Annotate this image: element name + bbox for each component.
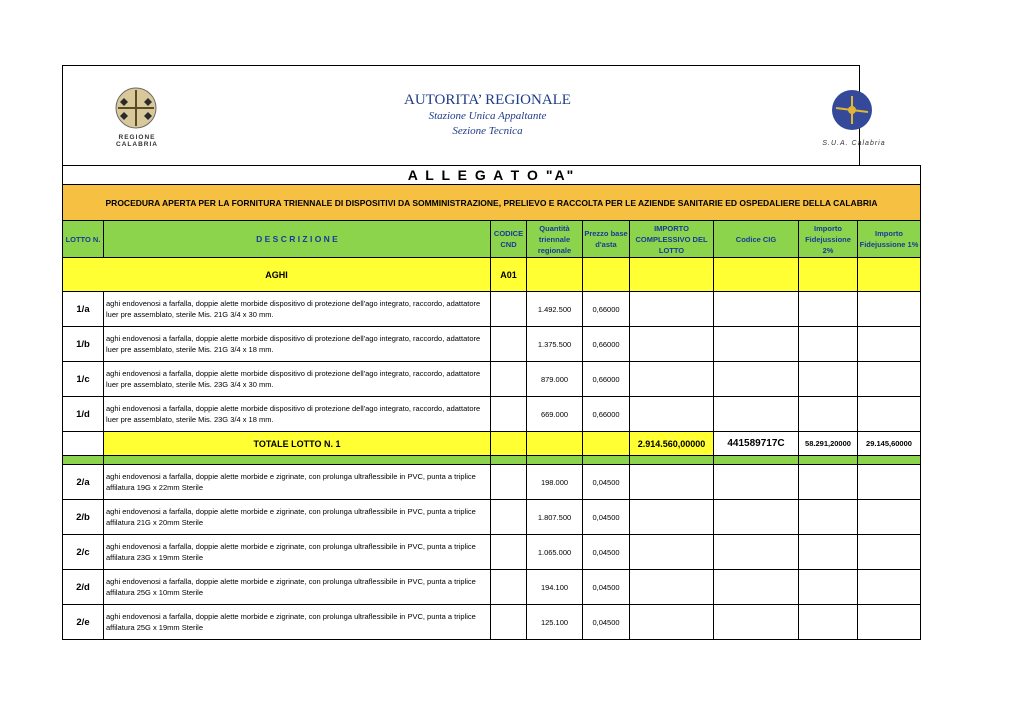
right-logo-label: S.U.A. Calabria — [822, 140, 886, 147]
price-cell: 0,04500 — [583, 535, 630, 570]
price-cell: 0,04500 — [583, 500, 630, 535]
total-row — [63, 432, 921, 456]
description-cell: aghi endovenosi a farfalla, doppie alette morbide dispositivo di protezione dell'ago integrato, raccordo, adattatore luer pre assemblato, sterile Mis. 21G 3/4 x 30 mm. — [104, 292, 491, 327]
quantity-cell: 669.000 — [527, 397, 583, 432]
table-row — [63, 535, 921, 570]
table-row — [63, 500, 921, 535]
price-cell: 0,66000 — [583, 292, 630, 327]
lotto-cell: 2/b — [63, 500, 104, 535]
price-cell: 0,66000 — [583, 362, 630, 397]
price-cell: 0,04500 — [583, 570, 630, 605]
quantity-cell: 879.000 — [527, 362, 583, 397]
col-header-fid1: Importo Fidejussione 1% — [858, 221, 921, 258]
procedura-title: PROCEDURA APERTA PER LA FORNITURA TRIENNALE DI DISPOSITIVI DA SOMMINISTRAZIONE, PRELIEVO E RACCOLTA PER LE AZIENDE SANITARIE ED OSPEDALIERE DELLA CALABRIA — [63, 185, 921, 221]
table-row — [63, 465, 921, 500]
description-cell: aghi endovenosi a farfalla, doppie alette morbide dispositivo di protezione dell'ago integrato, raccordo, adattatore luer pre assemblato, sterile Mis. 21G 3/4 x 18 mm. — [104, 327, 491, 362]
lotto-cell: 2/e — [63, 605, 104, 640]
price-cell: 0,04500 — [583, 605, 630, 640]
table-row — [63, 605, 921, 640]
col-header-codice-cnd: CODICE CND — [491, 221, 527, 258]
col-header-fid2: Importo Fidejussione 2% — [799, 221, 858, 258]
allegato-title: A L L E G A T O "A" — [63, 166, 921, 185]
table-row — [63, 327, 921, 362]
total-importo: 2.914.560,00000 — [630, 432, 714, 456]
table-row — [63, 362, 921, 397]
description-cell: aghi endovenosi a farfalla, doppie alette morbide e zigrinate, con prolunga ultraflessibile in PVC, punta a triplice affilatura 21G x 20mm Sterile — [104, 500, 491, 535]
table-row — [63, 292, 921, 327]
total-fid1: 29.145,60000 — [858, 432, 921, 456]
quantity-cell: 125.100 — [527, 605, 583, 640]
price-cell: 0,66000 — [583, 397, 630, 432]
lotto-cell: 1/b — [63, 327, 104, 362]
total-cig: 441589717C — [714, 432, 799, 456]
hdr-title: AUTORITA’ REGIONALE — [404, 92, 571, 108]
lotto-cell: 2/d — [63, 570, 104, 605]
lotto-cell: 1/d — [63, 397, 104, 432]
total-fid2: 58.291,20000 — [799, 432, 858, 456]
quantity-cell: 1.375.500 — [527, 327, 583, 362]
price-cell: 0,04500 — [583, 465, 630, 500]
description-cell: aghi endovenosi a farfalla, doppie alette morbide e zigrinate, con prolunga ultraflessibile in PVC, punta a triplice affilatura 23G x 19mm Sterile — [104, 535, 491, 570]
lotto-cell: 1/a — [63, 292, 104, 327]
col-header-importo: IMPORTO COMPLESSIVO DEL LOTTO — [630, 221, 714, 258]
lotto-cell: 2/a — [63, 465, 104, 500]
left-logo-label: REGIONE CALABRIA — [116, 134, 158, 148]
quantity-cell: 194.100 — [527, 570, 583, 605]
separator-bar — [63, 456, 921, 465]
quantity-cell: 198.000 — [527, 465, 583, 500]
section-code: A01 — [491, 258, 527, 292]
description-cell: aghi endovenosi a farfalla, doppie alette morbide dispositivo di protezione dell'ago integrato, raccordo, adattatore luer pre assemblato, sterile Mis. 23G 3/4 x 30 mm. — [104, 362, 491, 397]
lotto-cell: 2/c — [63, 535, 104, 570]
col-header-quantita: Quantità triennale regionale — [527, 221, 583, 258]
allegato-table — [62, 165, 921, 640]
description-cell: aghi endovenosi a farfalla, doppie alette morbide dispositivo di protezione dell'ago integrato, raccordo, adattatore luer pre assemblato, sterile Mis. 23G 3/4 x 18 mm. — [104, 397, 491, 432]
quantity-cell: 1.065.000 — [527, 535, 583, 570]
description-cell: aghi endovenosi a farfalla, doppie alette morbide e zigrinate, con prolunga ultraflessibile in PVC, punta a triplice affilatura 19G x 22mm Sterile — [104, 465, 491, 500]
lotto-cell: 1/c — [63, 362, 104, 397]
hdr-subtitle-2: Sezione Tecnica — [452, 125, 523, 137]
table-row — [63, 397, 921, 432]
description-cell: aghi endovenosi a farfalla, doppie alette morbide e zigrinate, con prolunga ultraflessibile in PVC, punta a triplice affilatura 25G x 10mm Sterile — [104, 570, 491, 605]
col-header-cig: Codice CIG — [714, 221, 799, 258]
quantity-cell: 1.492.500 — [527, 292, 583, 327]
price-cell: 0,66000 — [583, 327, 630, 362]
col-header-descrizione: D E S C R I Z I O N E — [104, 221, 491, 258]
col-header-lotto: LOTTO N. — [63, 221, 104, 258]
hdr-subtitle-1: Stazione Unica Appaltante — [428, 110, 547, 122]
col-header-prezzo: Prezzo base d'asta — [583, 221, 630, 258]
quantity-cell: 1.807.500 — [527, 500, 583, 535]
section-label: AGHI — [63, 258, 491, 292]
table-row — [63, 570, 921, 605]
description-cell: aghi endovenosi a farfalla, doppie alette morbide e zigrinate, con prolunga ultraflessibile in PVC, punta a triplice affilatura 25G x 19mm Sterile — [104, 605, 491, 640]
total-label: TOTALE LOTTO N. 1 — [104, 432, 491, 456]
